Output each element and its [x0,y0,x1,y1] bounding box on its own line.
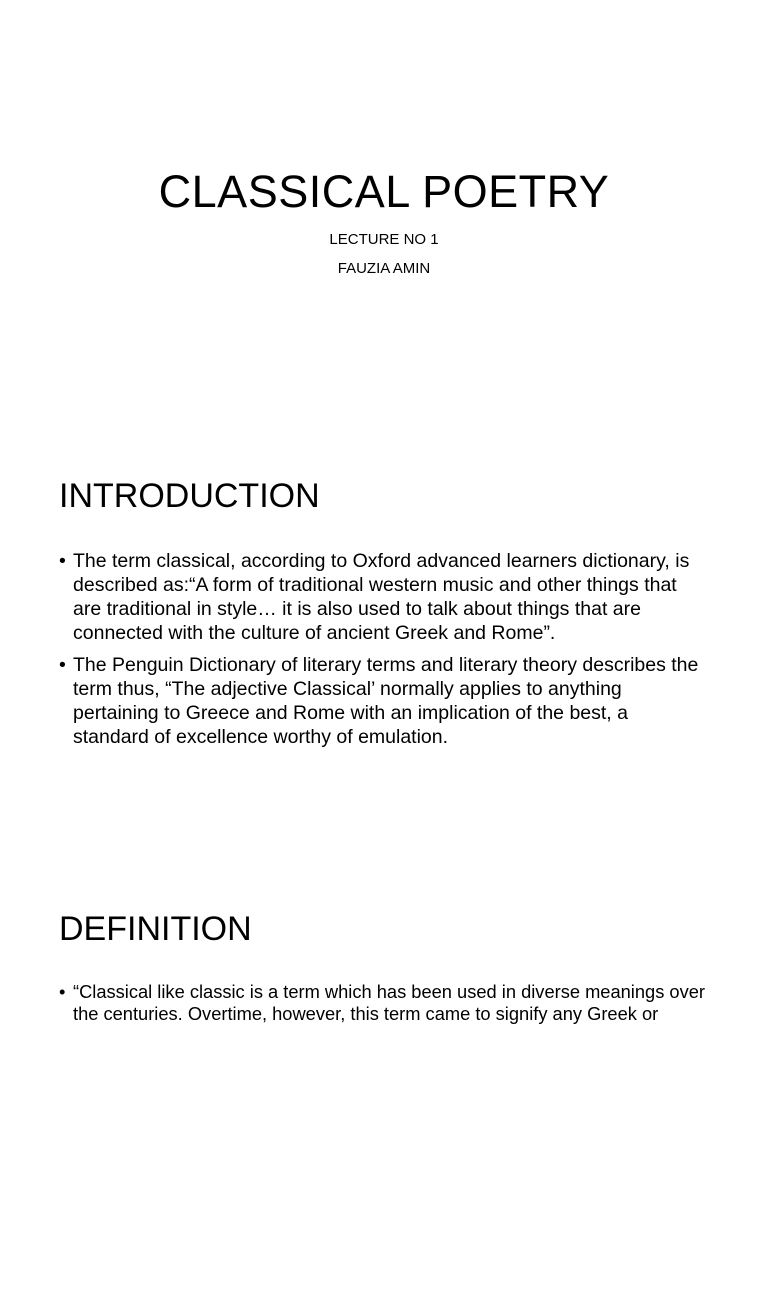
introduction-slide [0,432,768,864]
bullet-icon: • [59,981,66,1002]
slide-title: CLASSICAL POETRY [158,166,610,217]
bullet-icon: • [59,654,66,676]
lecture-number: LECTURE NO 1 [329,231,439,248]
introduction-heading: INTRODUCTION [59,477,320,515]
bullet-icon: • [59,550,66,572]
bullet-text: “Classical like classic is a term which has been used in diverse meanings over the centuries. Overtime, however, this term came to signify any Greek or [73,981,705,1024]
bullet-item [59,653,709,749]
bullet-item [59,549,709,645]
bullet-item [59,981,709,1025]
definition-slide [0,864,768,1296]
definition-bullet-list [59,981,709,1033]
introduction-bullet-list [59,549,709,757]
bullet-text: The Penguin Dictionary of literary terms and literary theory describes the term thus, “The adjective Classical’ normally applies to anything pertaining to Greece and Rome with an implication of the best, a standard of excellence worthy of emulation. [73,654,699,748]
bullet-text: The term classical, according to Oxford advanced learners dictionary, is described as:“A form of traditional western music and other things that are traditional in style… it is also used to talk about things that are connected with the culture of ancient Greek and Rome”. [73,550,690,644]
definition-heading: DEFINITION [59,910,252,948]
title-slide [0,0,768,432]
author-name: FAUZIA AMIN [337,260,431,277]
